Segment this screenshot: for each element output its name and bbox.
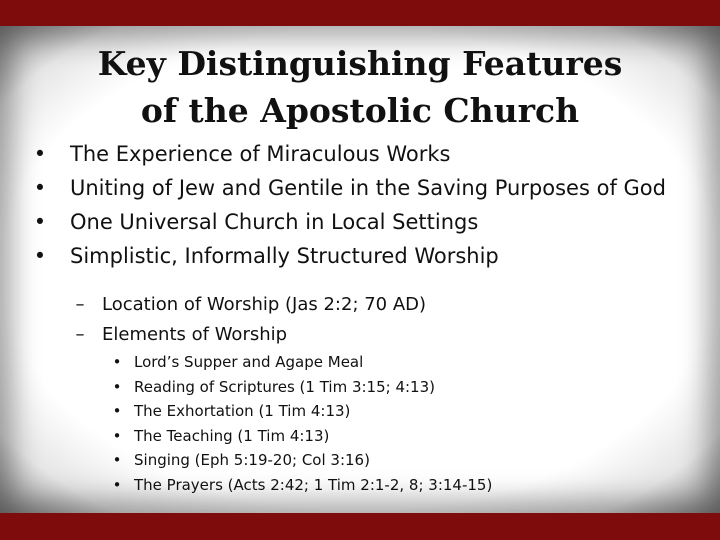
main-bullet-item — [28, 242, 688, 270]
dot-marker: • — [112, 402, 122, 420]
worship-element-text: Singing (Eph 5:19-20; Col 3:16) — [134, 451, 370, 469]
bullet-text: The Experience of Miraculous Works — [70, 142, 451, 166]
title-line-2: of the Apostolic Church — [140, 91, 580, 130]
main-bullet-item — [28, 174, 688, 202]
bullet-text: Simplistic, Informally Structured Worship — [70, 244, 499, 268]
main-bullet-item — [28, 208, 688, 236]
top-border-band — [0, 0, 720, 26]
sub-bullet-list — [70, 290, 426, 350]
dot-marker: • — [112, 426, 122, 445]
worship-element-item — [110, 473, 492, 498]
dot-marker: • — [112, 353, 122, 371]
worship-element-item — [110, 350, 492, 375]
worship-element-item — [110, 448, 492, 473]
dot-marker: • — [112, 475, 122, 494]
bullet-text: Uniting of Jew and Gentile in the Saving Purposes of God — [70, 176, 666, 200]
dot-marker: • — [112, 451, 122, 469]
bullet-marker: • — [33, 176, 47, 200]
bullet-marker: • — [33, 244, 47, 268]
sub-bullet-item — [70, 290, 426, 320]
title-line-1: Key Distinguishing Features — [97, 44, 623, 83]
bullet-marker: • — [33, 210, 47, 234]
dash-marker: – — [75, 324, 85, 345]
main-bullet-list — [28, 140, 688, 276]
main-bullet-item — [28, 140, 688, 168]
worship-element-item — [110, 424, 492, 449]
bottom-border-band — [0, 513, 720, 540]
worship-element-item — [110, 375, 492, 400]
sub-bullet-text: Elements of Worship — [102, 324, 288, 345]
dash-marker: – — [75, 294, 85, 315]
worship-elements-list — [110, 350, 492, 497]
sub-bullet-text: Location of Worship (Jas 2:2; 70 AD) — [102, 294, 427, 315]
bullet-marker: • — [33, 142, 47, 166]
worship-element-item — [110, 399, 492, 424]
worship-element-text: The Teaching (1 Tim 4:13) — [134, 426, 330, 445]
worship-element-text: The Prayers (Acts 2:42; 1 Tim 2:1-2, 8; 3:14-15) — [134, 475, 493, 494]
worship-element-text: The Exhortation (1 Tim 4:13) — [134, 402, 351, 420]
dot-marker: • — [112, 377, 122, 396]
slide-title — [40, 40, 680, 134]
sub-bullet-item — [70, 320, 426, 350]
worship-element-text: Reading of Scriptures (1 Tim 3:15; 4:13) — [134, 377, 435, 396]
bullet-text: One Universal Church in Local Settings — [70, 210, 479, 234]
worship-element-text: Lord’s Supper and Agape Meal — [134, 353, 364, 371]
